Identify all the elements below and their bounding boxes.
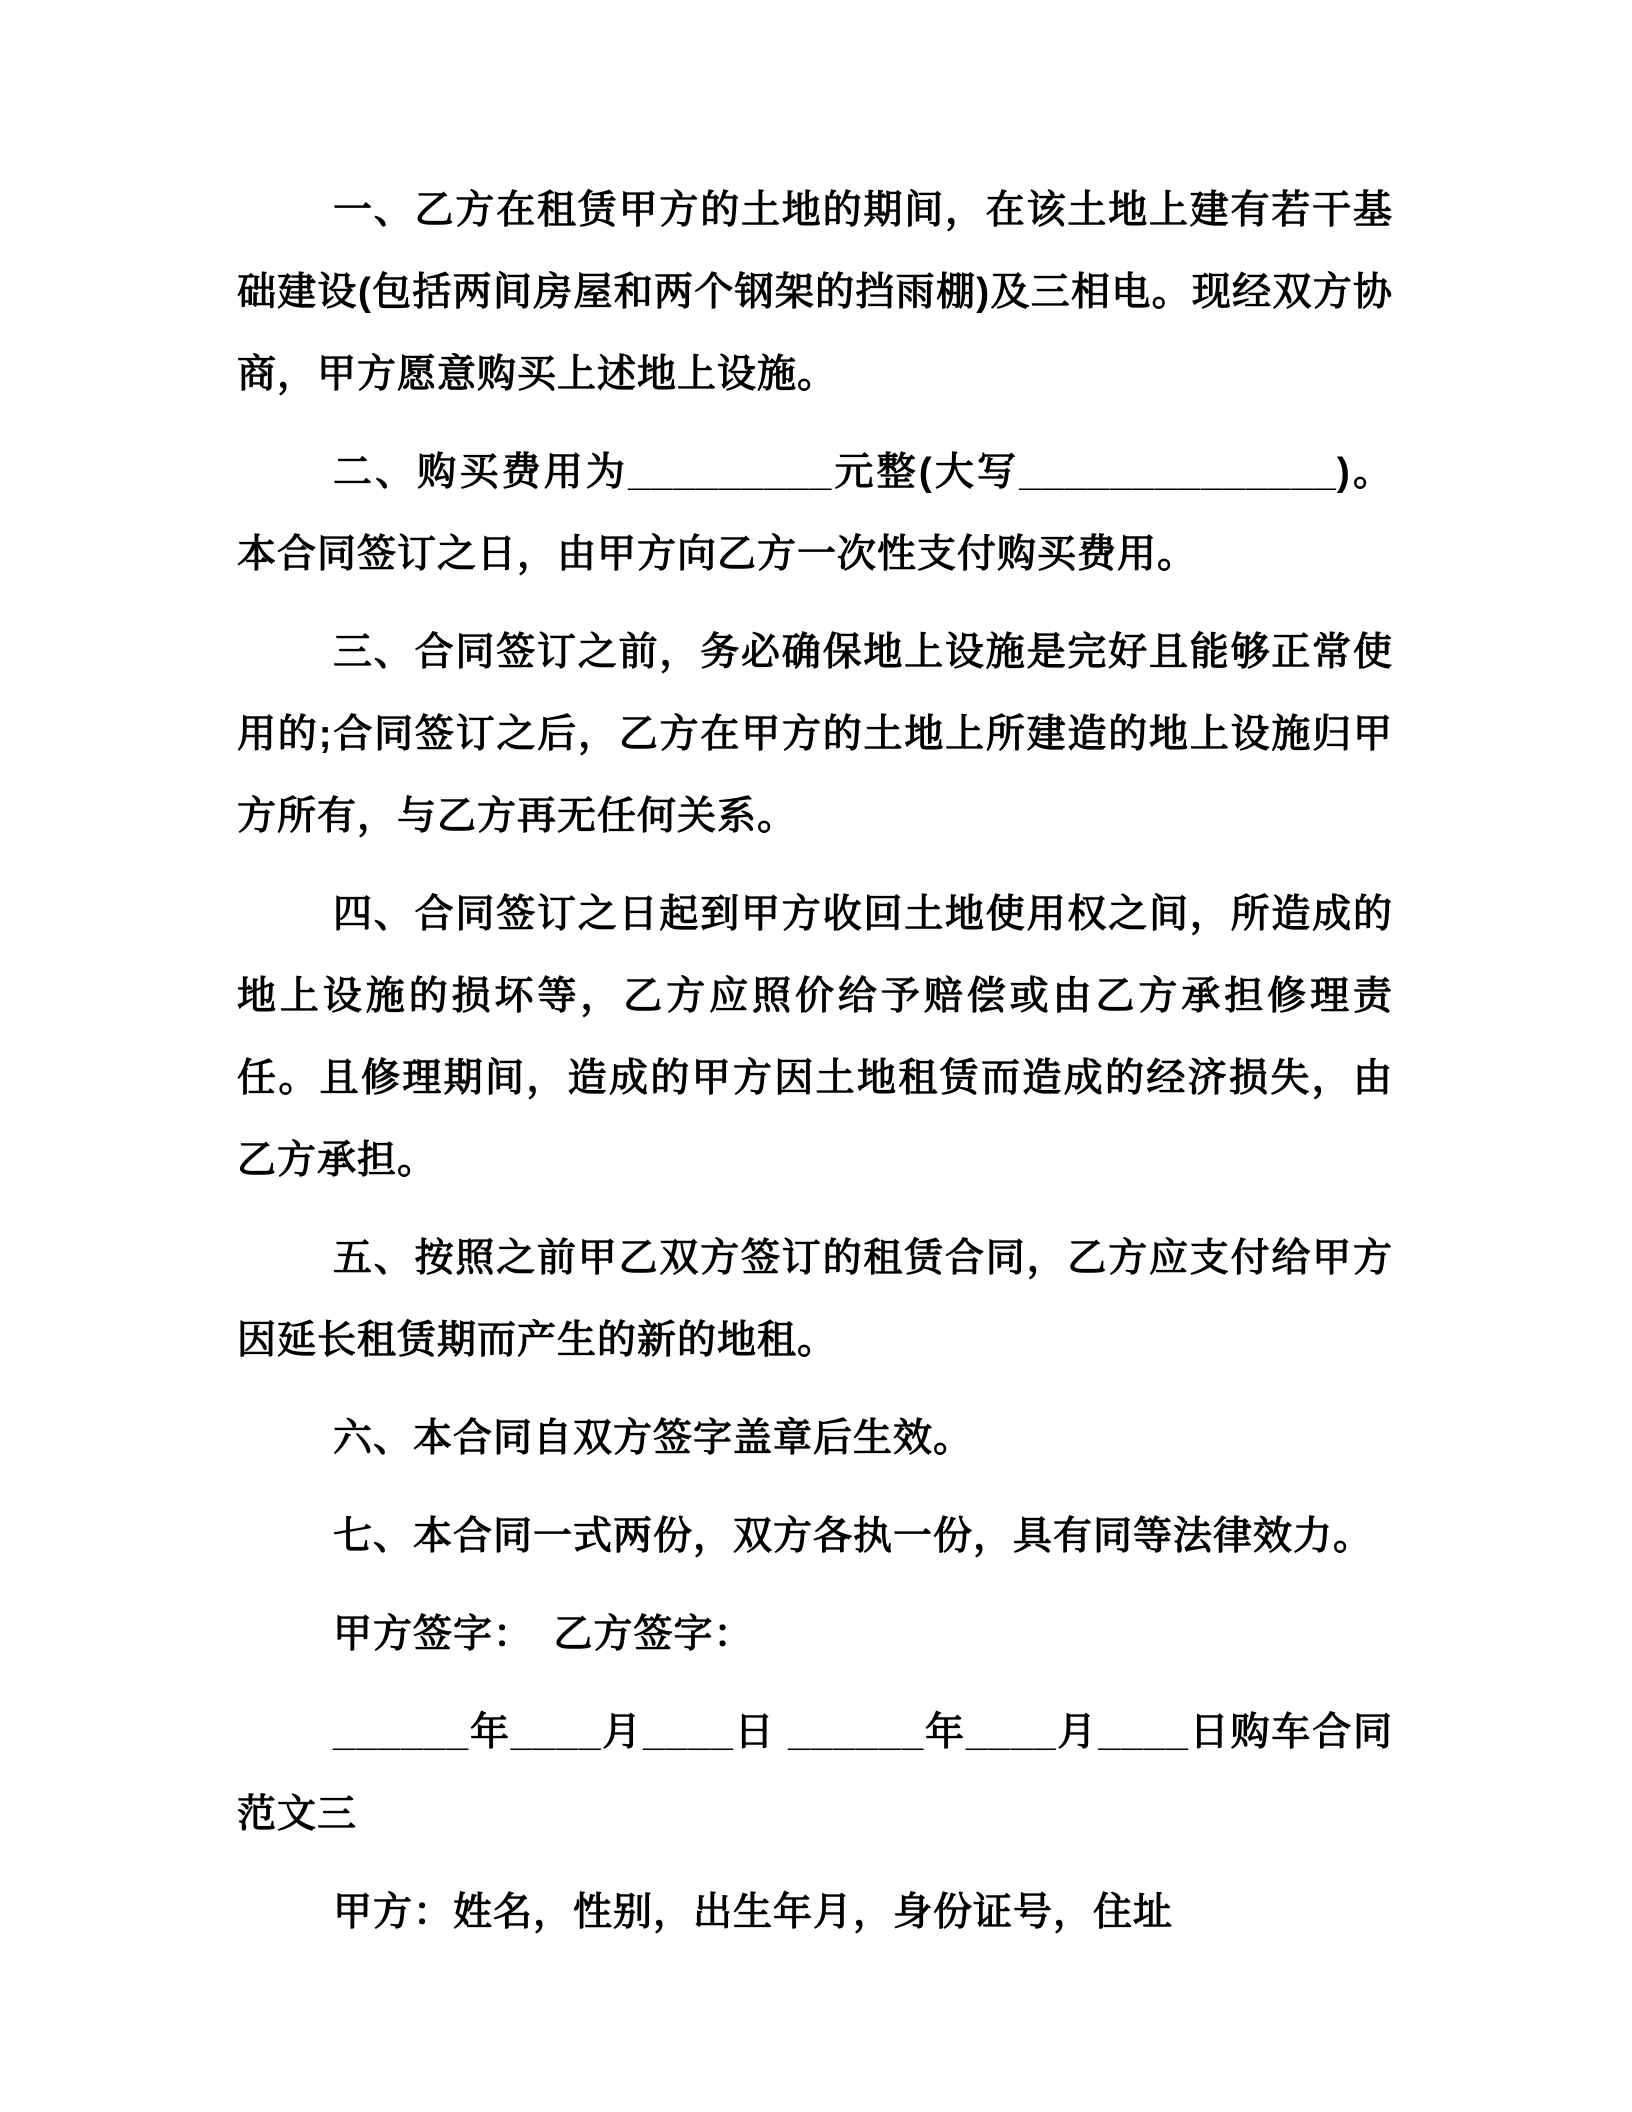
clause-1: 一、乙方在租赁甲方的土地的期间，在该土地上建有若干基础建设(包括两间房屋和两个钢架的挡雨棚)及三相电。现经双方协商，甲方愿意购买上述地上设施。 [237,189,1393,396]
clause-5: 五、按照之前甲乙双方签订的租赁合同，乙方应支付给甲方因延长租赁期而产生的新的地租。 [237,1237,1393,1362]
party-a-info-line: 甲方：姓名，性别，出生年月，身份证号，住址 [333,1891,1174,1934]
clause-6: 六、本合同自双方签字盖章后生效。 [333,1417,974,1460]
date-line: ______年____月____日 ______年____月____日购车合同范文三 [237,1711,1393,1836]
document-body [237,170,1393,1954]
clause-7: 七、本合同一式两份，双方各执一份，具有同等法律效力。 [333,1515,1374,1558]
clause-2-purchase-fee: 二、购买费用为_________元整(大写______________)。本合同签订之日，由甲方向乙方一次性支付购买费用。 [237,451,1393,576]
signature-line: 甲方签字： 乙方签字： [333,1613,754,1656]
clause-3: 三、合同签订之前，务必确保地上设施是完好且能够正常使用的;合同签订之后，乙方在甲方的土地上所建造的地上设施归甲方所有，与乙方再无任何关系。 [237,631,1393,838]
clause-4: 四、合同签订之日起到甲方收回土地使用权之间，所造成的地上设施的损坏等，乙方应照价给予赔偿或由乙方承担修理责任。且修理期间，造成的甲方因土地租赁而造成的经济损失，由乙方承担。 [237,893,1393,1182]
